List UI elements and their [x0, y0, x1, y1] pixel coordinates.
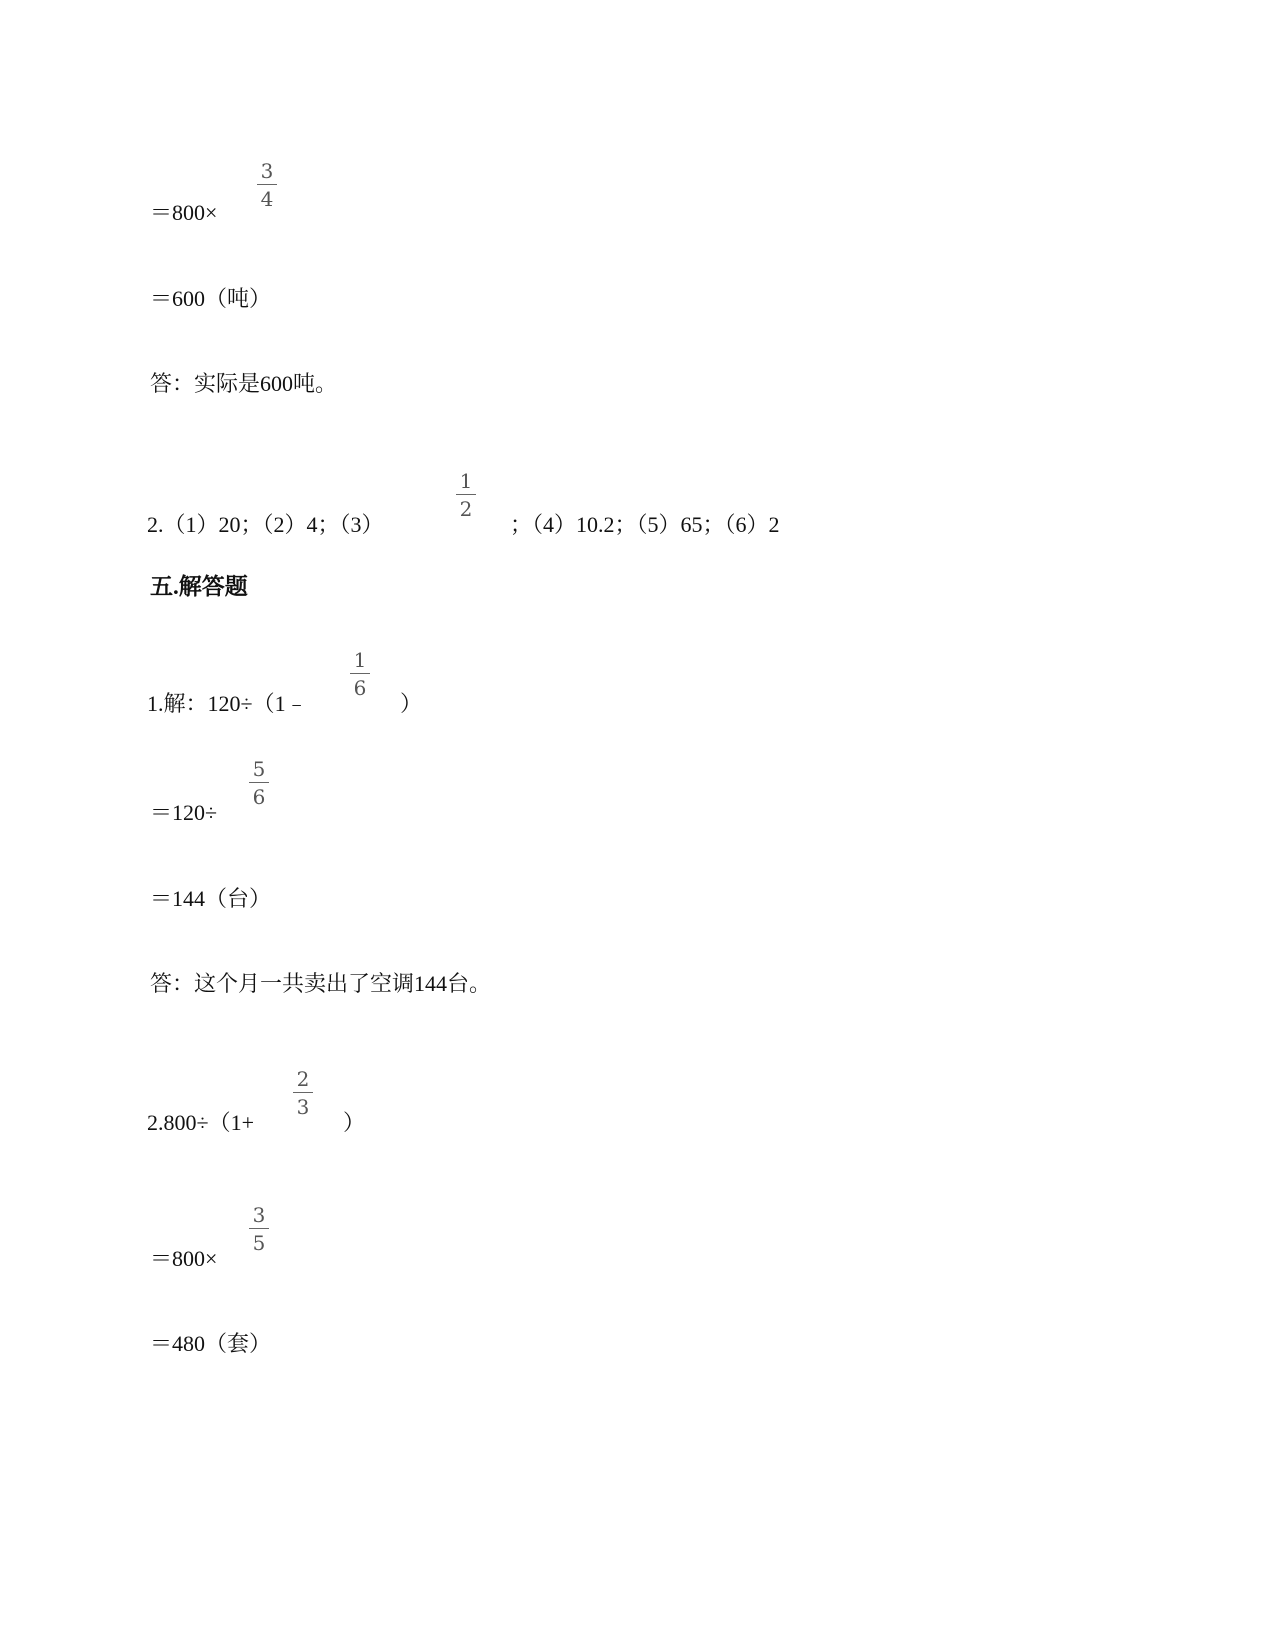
fraction-denominator: 4 — [260, 187, 274, 211]
problem1-line1-prefix: 1.解：120÷（1﹣ — [147, 691, 308, 716]
section-heading: 五.解答题 — [150, 574, 248, 599]
fraction-numerator: 3 — [260, 159, 274, 183]
fraction-numerator: 1 — [459, 469, 473, 493]
fraction-bar — [350, 673, 370, 674]
fraction-denominator: 5 — [252, 1231, 266, 1255]
q2-answers-part2: ；（4）10.2；（5）65；（6）2 — [510, 512, 780, 537]
fraction-denominator: 3 — [296, 1095, 310, 1119]
fraction-numerator: 2 — [296, 1067, 310, 1091]
fraction-2-3 — [292, 1068, 314, 1118]
q2-answers-part1: 2.（1）20；（2）4；（3） — [147, 512, 384, 537]
fraction-3-4 — [256, 160, 278, 210]
calc-result-line: ＝600（吨） — [150, 286, 272, 311]
fraction-1-6 — [349, 649, 371, 699]
fraction-bar — [456, 494, 476, 495]
calc-result-line: ＝480（套） — [150, 1331, 272, 1356]
fraction-bar — [249, 782, 269, 783]
problem1-line1-suffix: ） — [400, 691, 423, 716]
fraction-numerator: 1 — [353, 648, 367, 672]
fraction-denominator: 6 — [353, 676, 367, 700]
problem2-line1-suffix: ） — [343, 1110, 366, 1135]
answer-line: 答：实际是600吨。 — [150, 371, 338, 396]
calc-step-line: ＝800× — [150, 200, 218, 225]
fraction-denominator: 6 — [252, 785, 266, 809]
fraction-3-5 — [248, 1204, 270, 1254]
fraction-bar — [293, 1092, 313, 1093]
fraction-bar — [249, 1228, 269, 1229]
fraction-5-6 — [248, 758, 270, 808]
fraction-bar — [257, 184, 277, 185]
fraction-1-2 — [455, 470, 477, 520]
fraction-numerator: 5 — [252, 757, 266, 781]
problem2-line1-prefix: 2.800÷（1+ — [147, 1110, 254, 1135]
calc-step-line: ＝800× — [150, 1246, 218, 1271]
calc-step-line: ＝120÷ — [150, 800, 218, 825]
answer-line: 答：这个月一共卖出了空调144台。 — [150, 971, 492, 996]
fraction-denominator: 2 — [459, 497, 473, 521]
fraction-numerator: 3 — [252, 1203, 266, 1227]
calc-result-line: ＝144（台） — [150, 886, 272, 911]
